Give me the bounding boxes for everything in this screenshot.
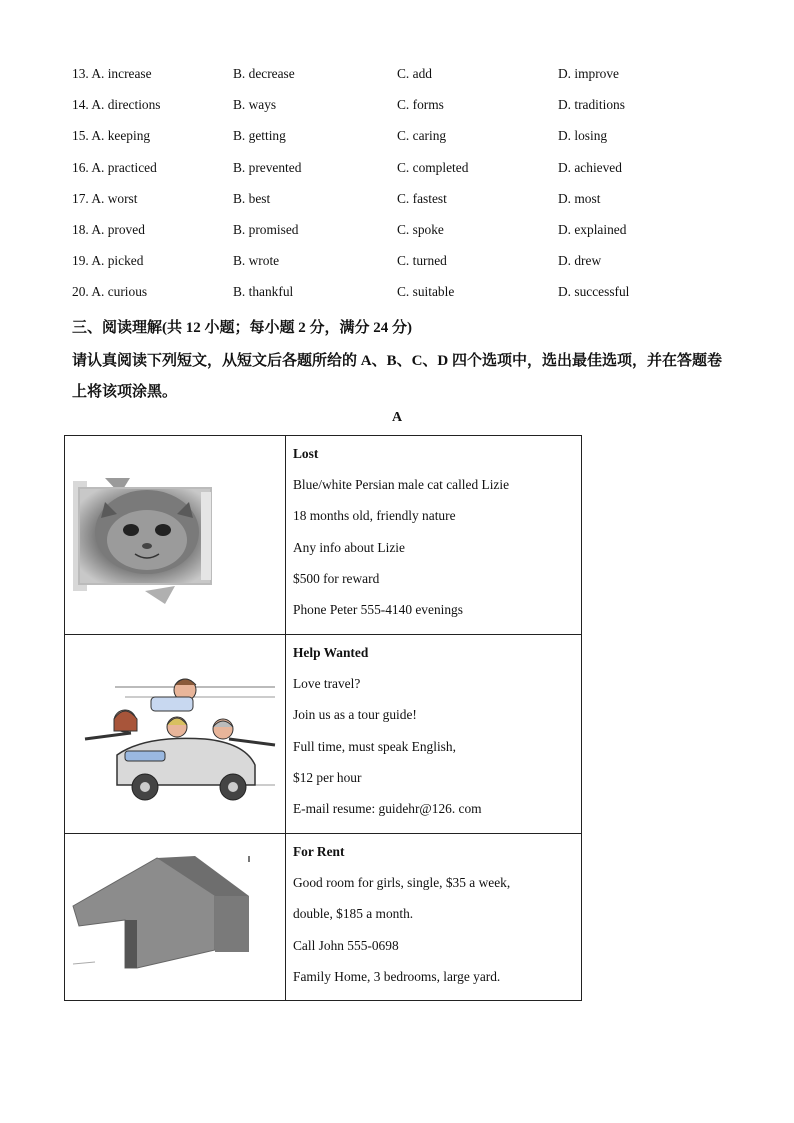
option-d: D. traditions: [558, 97, 625, 113]
section-heading: 三、阅读理解(共 12 小题；每小题 2 分，满分 24 分): [72, 320, 412, 336]
passage-label: A: [391, 410, 403, 425]
ads-table: [64, 435, 582, 1001]
ad-title: Help Wanted: [293, 645, 369, 660]
option-d: D. achieved: [558, 159, 622, 175]
option-d: D. successful: [558, 284, 630, 300]
ad-line: Full time, must speak English,: [293, 738, 456, 754]
ad-line: $12 per hour: [293, 769, 362, 785]
option-b: B. getting: [233, 128, 286, 144]
option-c: C. forms: [397, 97, 444, 113]
option-a: 13. A. increase: [72, 66, 152, 81]
ad-line: Join us as a tour guide!: [293, 707, 417, 723]
option-b: B. thankful: [233, 284, 294, 300]
ad-for-rent: [286, 834, 582, 1001]
option-a: 15. A. keeping: [72, 128, 151, 144]
ad-line: Phone Peter 555-4140 evenings: [293, 601, 463, 617]
ad-line: double, $185 a month.: [293, 906, 414, 922]
option-d: D. losing: [558, 128, 608, 144]
option-d: D. drew: [558, 253, 602, 269]
car-picture-cell: [65, 635, 286, 834]
ad-line: 18 months old, friendly nature: [293, 508, 456, 524]
option-b: B. best: [233, 190, 271, 206]
ad-line: Any info about Lizie: [293, 539, 405, 555]
option-c: C. suitable: [397, 284, 455, 300]
house-picture-cell: [65, 834, 286, 1001]
ad-line: E-mail resume: guidehr@126. com: [293, 800, 482, 816]
option-d: D. improve: [558, 66, 619, 81]
option-c: C. turned: [397, 253, 447, 269]
option-a: 18. A. proved: [72, 221, 145, 237]
ad-title: For Rent: [293, 844, 345, 859]
ad-line: Good room for girls, single, $35 a week,: [293, 875, 511, 891]
option-d: D. most: [558, 190, 601, 206]
ad-line: Blue/white Persian male cat called Lizie: [293, 477, 510, 493]
persian-cat-photo: [65, 436, 285, 634]
ad-line: Call John 555-0698: [293, 937, 399, 953]
option-b: B. prevented: [233, 159, 302, 175]
option-b: B. ways: [233, 97, 277, 113]
house-illustration: [65, 834, 285, 1000]
ad-lost: [286, 436, 582, 635]
cat-picture-cell: [65, 436, 286, 635]
option-a: 19. A. picked: [72, 253, 144, 269]
option-c: C. fastest: [397, 190, 447, 206]
option-a: 20. A. curious: [72, 284, 148, 300]
ad-help-wanted: [286, 635, 582, 834]
ad-row-for-rent: [65, 834, 582, 1001]
option-c: C. spoke: [397, 221, 444, 237]
option-d: D. explained: [558, 221, 627, 237]
ad-row-lost: [65, 436, 582, 635]
option-a: 14. A. directions: [72, 97, 161, 113]
option-c: C. caring: [397, 128, 447, 144]
ad-title: Lost: [293, 446, 319, 461]
option-b: B. wrote: [233, 253, 280, 269]
option-a: 17. A. worst: [72, 190, 138, 206]
ad-line: Family Home, 3 bedrooms, large yard.: [293, 968, 501, 984]
ad-row-help-wanted: [65, 635, 582, 834]
ad-line: $500 for reward: [293, 570, 380, 586]
option-c: C. add: [397, 66, 432, 81]
people-in-car-illustration: [65, 635, 285, 833]
option-a: 16. A. practiced: [72, 159, 157, 175]
instructions: 请认真阅读下列短文，从短文后各题所给的 A、B、C、D 四个选项中，选出最佳选项，并在答题卷上将该项涂黑。: [72, 353, 723, 400]
option-b: B. decrease: [233, 66, 295, 81]
ad-line: Love travel?: [293, 676, 361, 692]
option-b: B. promised: [233, 221, 299, 237]
option-c: C. completed: [397, 159, 469, 175]
